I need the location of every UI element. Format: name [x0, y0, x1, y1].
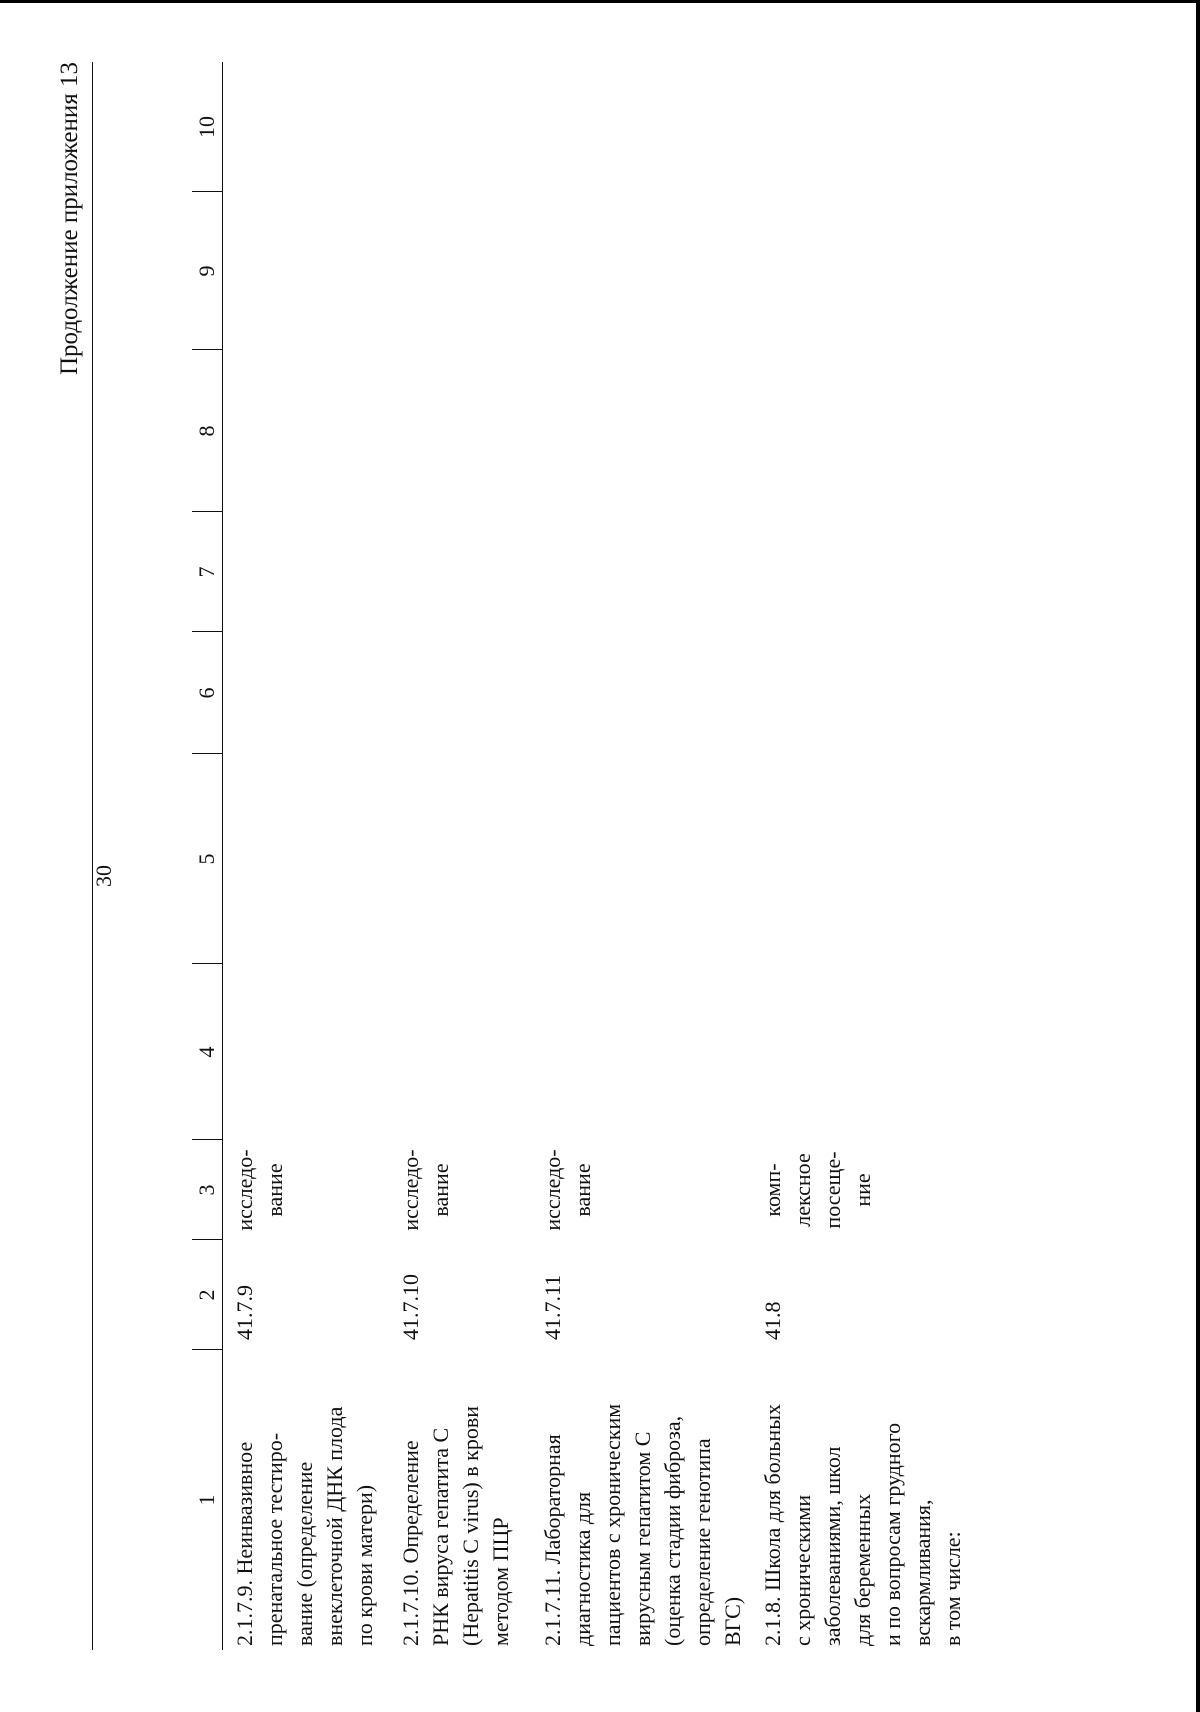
- table-top-rule: [92, 62, 93, 1650]
- data-table: [92, 62, 1092, 1650]
- row-unit-2-1-7-10: исследо- вание: [398, 1149, 453, 1231]
- row-code-2-1-7-9: 41.7.9: [232, 1285, 257, 1340]
- column-number-5: 5: [194, 853, 219, 865]
- column-number-3: 3: [194, 1184, 219, 1196]
- column-number-8: 8: [194, 425, 219, 437]
- row-unit-2-1-8: комп- лексное посеще- ние: [760, 1151, 875, 1229]
- column-number-2: 2: [194, 1289, 219, 1301]
- row-name-2-1-7-9: 2.1.7.9. Неинвазивное пренатальное тестиро- вание (определение внеклеточной ДНК плода по крови матери): [232, 1406, 377, 1646]
- column-number-1: 1: [194, 1494, 219, 1506]
- continuation-label: Продолжение приложения 13: [56, 62, 83, 376]
- row-name-2-1-7-11: 2.1.7.11. Лабораторная диагностика для пациентов с хроническим вирусным гепатитом С (оценка стадии фиброза, определение генотипа ВГС): [540, 1403, 745, 1646]
- column-number-7: 7: [194, 566, 219, 578]
- column-number-9: 9: [194, 265, 219, 277]
- row-name-2-1-8: 2.1.8. Школа для больных с хроническими заболеваниями, школ для беременных и по вопросам грудного вскармливания, в том числе:: [760, 1404, 965, 1646]
- row-code-2-1-7-10: 41.7.10: [398, 1274, 423, 1340]
- table-header-rule: [222, 62, 223, 1650]
- column-number-10: 10: [194, 116, 219, 138]
- row-unit-2-1-7-9: исследо- вание: [232, 1149, 287, 1231]
- row-code-2-1-8: 41.8: [760, 1301, 785, 1340]
- row-name-2-1-7-10: 2.1.7.10. Определение РНК вируса гепатита С (Hepatitis C virus) в крови методом ПЦР: [398, 1406, 513, 1646]
- page-number: 30: [91, 865, 116, 887]
- row-unit-2-1-7-11: исследо- вание: [540, 1149, 595, 1231]
- row-code-2-1-7-11: 41.7.11: [540, 1274, 565, 1340]
- column-number-6: 6: [194, 687, 219, 699]
- column-number-4: 4: [194, 1046, 219, 1058]
